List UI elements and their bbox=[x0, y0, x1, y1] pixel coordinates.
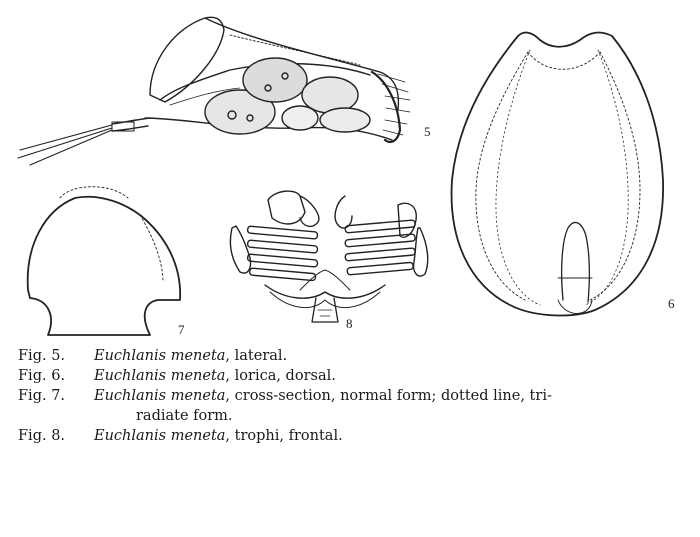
caption-fig8 bbox=[18, 426, 688, 446]
fig5-lateral-drawing bbox=[18, 17, 410, 165]
caption-label: Fig. 8. bbox=[18, 428, 66, 444]
species-name: Euchlanis meneta bbox=[94, 388, 226, 404]
caption-fig6 bbox=[18, 366, 688, 386]
caption-fig5 bbox=[18, 346, 688, 366]
fig8-number: 8 bbox=[346, 316, 353, 331]
caption-text: , lateral. bbox=[225, 348, 288, 364]
fig7-number: 7 bbox=[178, 322, 185, 337]
caption-fig7-continuation: radiate form. bbox=[136, 408, 233, 424]
caption-text: , lorica, dorsal. bbox=[225, 368, 336, 384]
caption-label: Fig. 5. bbox=[18, 348, 66, 364]
caption-label: Fig. 7. bbox=[18, 388, 66, 404]
caption-label: Fig. 6. bbox=[18, 368, 66, 384]
caption-text: , trophi, frontal. bbox=[225, 428, 343, 444]
fig6-lorica-drawing bbox=[452, 33, 664, 316]
fig6-number: 6 bbox=[668, 296, 675, 311]
fig5-number: 5 bbox=[424, 124, 431, 139]
fig7-cross-section-drawing bbox=[28, 187, 180, 335]
fig8-trophi-drawing bbox=[230, 191, 427, 322]
caption-text: , cross-section, normal form; dotted line, tri- bbox=[225, 388, 552, 404]
species-name: Euchlanis meneta bbox=[94, 348, 226, 364]
figure-captions bbox=[18, 346, 688, 446]
species-name: Euchlanis meneta bbox=[94, 368, 226, 384]
species-name: Euchlanis meneta bbox=[94, 428, 226, 444]
caption-fig7 bbox=[18, 386, 688, 406]
